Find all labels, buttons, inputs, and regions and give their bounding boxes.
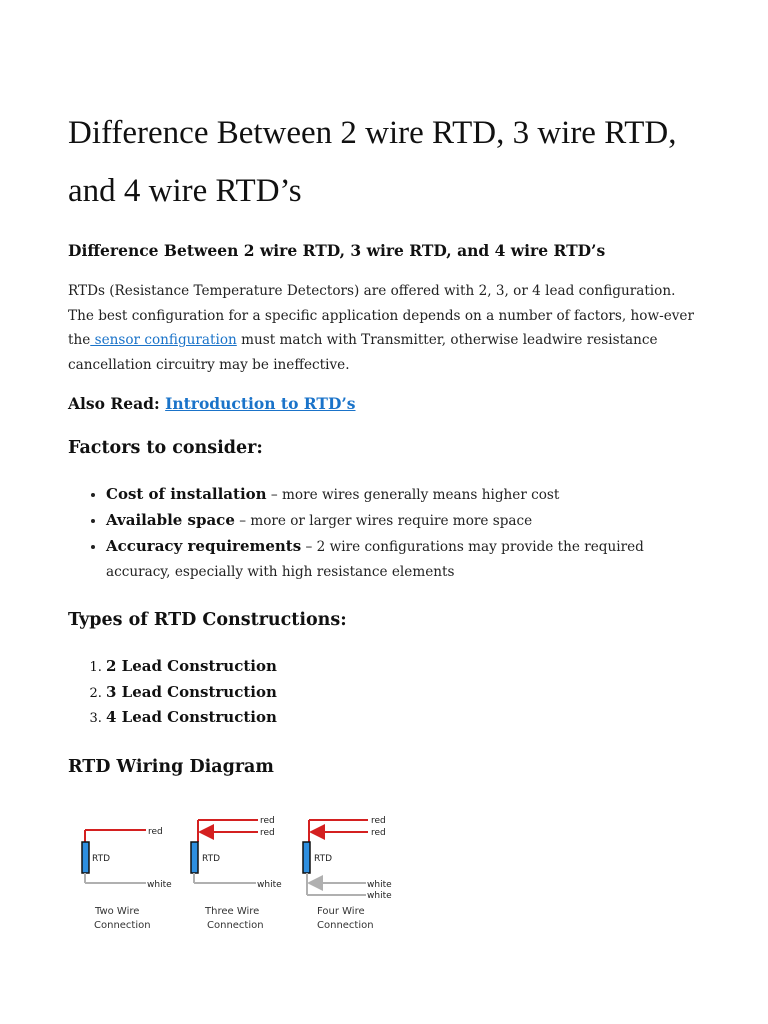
factor-term: Cost of installation xyxy=(106,485,267,503)
wire-label-red: red xyxy=(260,816,275,826)
list-item: 1. 2 Lead Construction xyxy=(106,654,277,680)
wire-label-red: red xyxy=(148,827,163,837)
factor-desc: – 2 wire configurations may provide the required accuracy, especially with high resistance elements xyxy=(106,539,644,580)
two-wire-connection xyxy=(82,827,172,931)
sensor-configuration-link[interactable]: sensor configuration xyxy=(90,332,237,348)
wire-label-red: red xyxy=(371,828,386,838)
types-heading: Types of RTD Constructions: xyxy=(68,610,347,630)
caption-line-2: Connection xyxy=(94,920,151,931)
caption-line-1: Four Wire xyxy=(317,906,365,917)
factor-desc: – more wires generally means higher cost xyxy=(266,487,560,503)
intro-paragraph xyxy=(68,279,698,377)
also-read-label: Also Read: xyxy=(68,394,166,413)
caption-line-2: Connection xyxy=(317,920,374,931)
wire-label-white: white xyxy=(257,880,282,890)
caption-line-2: Connection xyxy=(207,920,264,931)
list-item xyxy=(106,482,706,508)
wire-label-red: red xyxy=(260,828,275,838)
factor-term: Available space xyxy=(106,511,235,529)
intro-text-after: must match with Transmitter, otherwise leadwire resistance cancellation circuitry may be ineffective. xyxy=(68,332,658,373)
rtd-wiring-diagram xyxy=(76,810,396,935)
rtd-label: RTD xyxy=(92,854,111,864)
introduction-to-rtds-link[interactable]: Introduction to RTD’s xyxy=(165,394,356,413)
wire-label-white: white xyxy=(147,880,172,890)
also-read xyxy=(68,391,356,417)
list-item xyxy=(106,508,706,534)
factor-desc: – more or larger wires require more space xyxy=(234,513,533,529)
rtd-element xyxy=(303,842,310,873)
rtd-element xyxy=(82,842,89,873)
rtd-label: RTD xyxy=(314,854,333,864)
list-item: 2. 3 Lead Construction xyxy=(106,680,277,706)
list-item: 3. 4 Lead Construction xyxy=(106,705,277,731)
list-item xyxy=(106,534,706,585)
types-list xyxy=(86,654,277,731)
article-subtitle: Difference Between 2 wire RTD, 3 wire RTD, and 4 wire RTD’s xyxy=(68,241,606,260)
wire-label-red: red xyxy=(371,816,386,826)
factors-heading: Factors to consider: xyxy=(68,438,263,458)
rtd-element xyxy=(191,842,198,873)
intro-text-before: RTDs (Resistance Temperature Detectors) are offered with 2, 3, or 4 lead configuration. The best configuration for a specific application depends on a number of factors, how-ever the xyxy=(68,283,694,348)
four-wire-connection xyxy=(303,816,392,931)
wiring-diagram-heading: RTD Wiring Diagram xyxy=(68,757,274,777)
rtd-label: RTD xyxy=(202,854,221,864)
factors-list xyxy=(86,482,706,585)
caption-line-1: Three Wire xyxy=(205,906,260,917)
wire-label-white: white xyxy=(367,891,392,901)
factor-term: Accuracy requirements xyxy=(106,537,302,555)
page-title: Difference Between 2 wire RTD, 3 wire RTD, and 4 wire RTD’s xyxy=(68,115,677,209)
caption-line-1: Two Wire xyxy=(95,906,140,917)
wire-label-white: white xyxy=(367,880,392,890)
three-wire-connection xyxy=(191,816,282,931)
